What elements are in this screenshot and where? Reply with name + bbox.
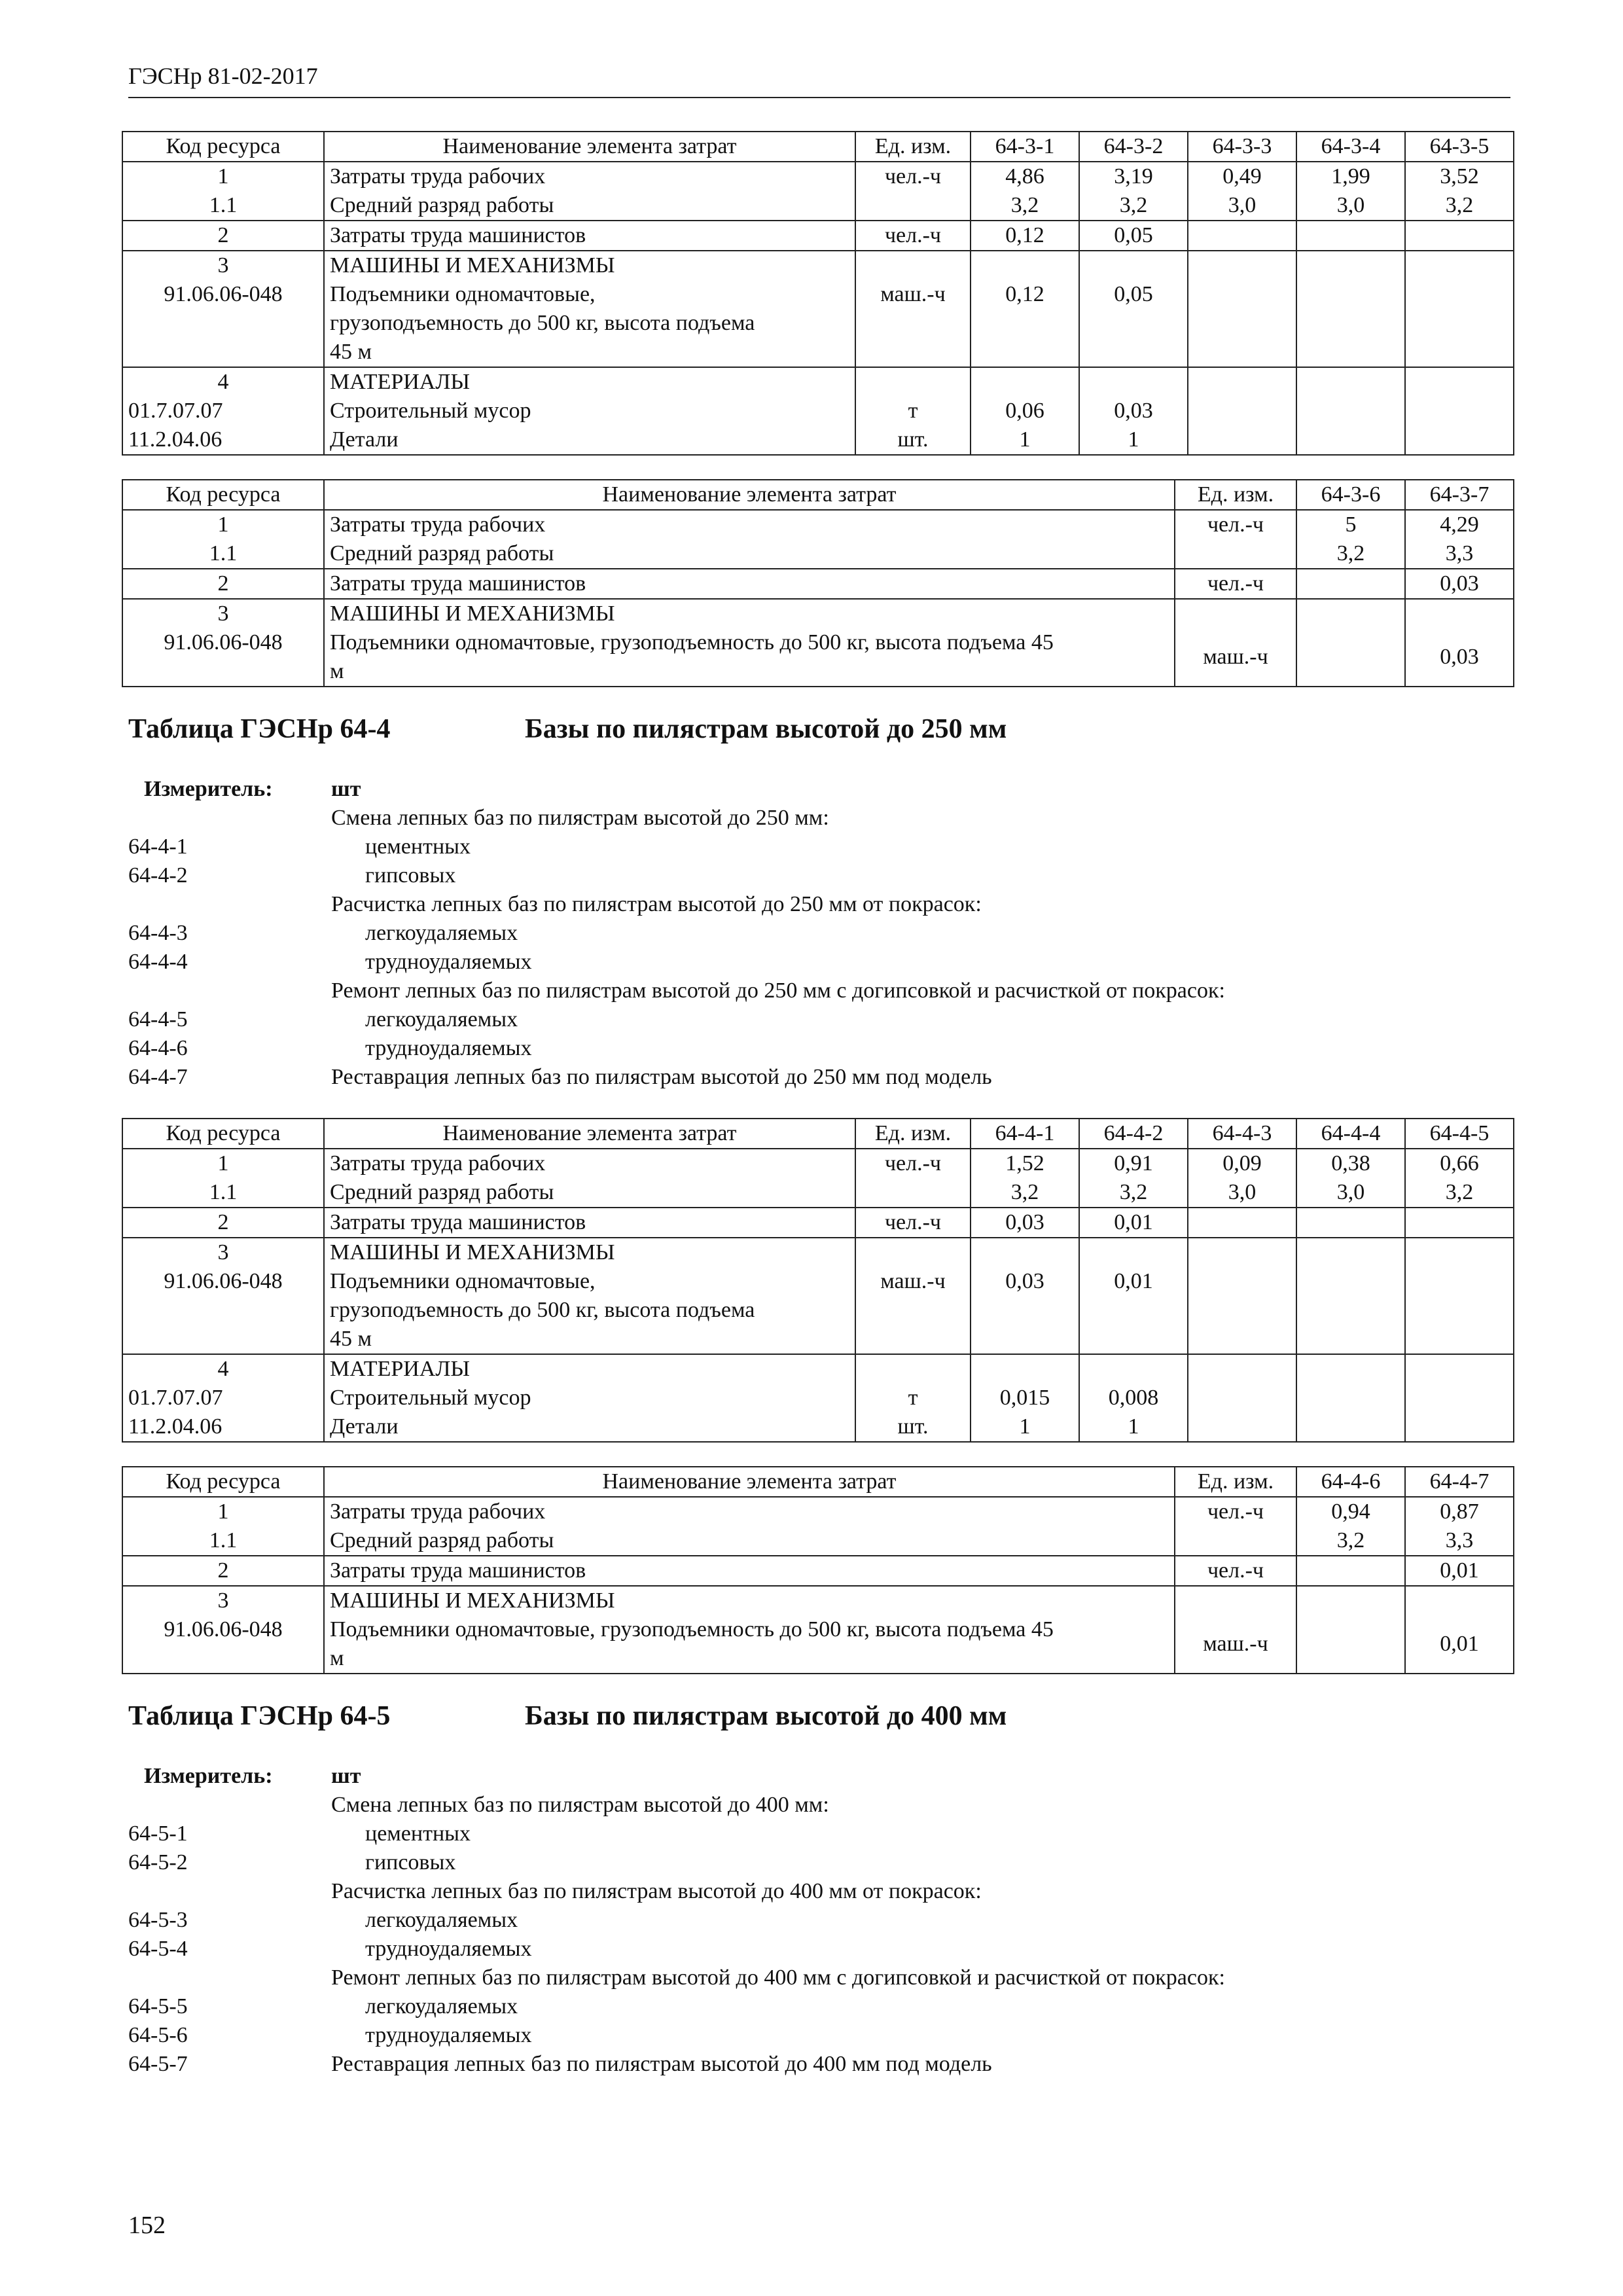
norm-value: 0,008 [1079, 1384, 1188, 1412]
norm-text: гипсовых [365, 863, 456, 888]
norm-value: 4,86 [971, 162, 1079, 191]
norm-value: 3,3 [1405, 539, 1514, 569]
norm-value: 1,52 [971, 1149, 1079, 1178]
resource-unit: чел.-ч [855, 162, 971, 191]
norm-value: 3,2 [1296, 1526, 1405, 1556]
table-row [122, 367, 1514, 397]
measure-label: Измеритель: [144, 1764, 273, 1788]
resource-code: 1.1 [122, 191, 324, 221]
resource-name: Затраты труда рабочих [324, 162, 855, 191]
norm-value: 0,94 [1296, 1497, 1405, 1526]
resource-code: 91.06.06-048 [122, 628, 324, 687]
table-row [122, 1384, 1514, 1412]
norm-text: легкоудаляемых [365, 1908, 518, 1932]
norm-value: 0,05 [1079, 280, 1188, 367]
group-heading: МАШИНЫ И МЕХАНИЗМЫ [324, 251, 855, 280]
list-item [128, 861, 1503, 890]
table-row [122, 221, 1514, 251]
col-norm-header: 64-4-2 [1079, 1119, 1188, 1149]
table-row [122, 280, 1514, 367]
norm-value: 3,2 [1405, 191, 1514, 221]
group-heading: МАШИНЫ И МЕХАНИЗМЫ [324, 1586, 1175, 1615]
resource-name: Затраты труда рабочих [324, 1497, 1175, 1526]
norm-value: 0,12 [971, 280, 1079, 367]
resource-code: 1.1 [122, 1178, 324, 1208]
table-header-row [122, 132, 1514, 162]
norm-value: 0,12 [971, 221, 1079, 251]
resource-unit: т [855, 397, 971, 425]
norm-value: 0,38 [1296, 1149, 1405, 1178]
norm-value [1296, 1615, 1405, 1674]
col-unit-header: Ед. изм. [1175, 1467, 1296, 1497]
resource-name: Средний разряд работы [324, 191, 855, 221]
norm-value: 1 [1079, 1412, 1188, 1442]
resource-code: 1.1 [122, 539, 324, 569]
col-code-header: Код ресурса [122, 480, 324, 510]
table-label: Таблица ГЭСНр 64-4 [128, 714, 391, 744]
list-item [128, 1906, 1503, 1935]
norm-value: 0,01 [1079, 1208, 1188, 1238]
norm-code: 64-5-1 [128, 1821, 188, 1846]
table-row [122, 1238, 1514, 1267]
norm-value: 0,05 [1079, 221, 1188, 251]
norm-value [1296, 1556, 1405, 1586]
resource-unit: чел.-ч [1175, 1556, 1296, 1586]
resource-table-64-4-part2 [122, 1466, 1514, 1674]
list-item [128, 1034, 1503, 1063]
norm-value: 0,03 [971, 1208, 1079, 1238]
norm-code: 64-5-7 [128, 2052, 188, 2076]
col-norm-header: 64-4-5 [1405, 1119, 1514, 1149]
resource-table-64-3-part2 [122, 479, 1514, 687]
work-group-heading: Смена лепных баз по пилястрам высотой до 250 мм: [331, 806, 829, 830]
col-norm-header: 64-3-5 [1405, 132, 1514, 162]
resource-unit: маш.-ч [1175, 628, 1296, 687]
norm-value: 3,0 [1188, 1178, 1296, 1208]
norm-value: 3,2 [1079, 1178, 1188, 1208]
work-group-heading: Смена лепных баз по пилястрам высотой до 400 мм: [331, 1793, 829, 1817]
table-row [122, 510, 1514, 539]
measure-unit: шт [331, 777, 361, 801]
table-row [122, 1526, 1514, 1556]
resource-unit: маш.-ч [855, 280, 971, 367]
norm-text: Реставрация лепных баз по пилястрам высотой до 400 мм под модель [331, 2052, 992, 2076]
resource-code: 1 [122, 1149, 324, 1178]
list-item [128, 1848, 1503, 1877]
norm-value [1296, 628, 1405, 687]
resource-name: Затраты труда рабочих [324, 510, 1175, 539]
col-name-header: Наименование элемента затрат [324, 480, 1175, 510]
norm-value: 0,49 [1188, 162, 1296, 191]
norm-code: 64-5-3 [128, 1908, 188, 1932]
col-code-header: Код ресурса [122, 132, 324, 162]
norm-code: 64-5-2 [128, 1850, 188, 1874]
table-row [122, 1208, 1514, 1238]
page-number: 152 [128, 2212, 166, 2239]
norm-value: 3,0 [1188, 191, 1296, 221]
resource-name: Средний разряд работы [324, 1526, 1175, 1556]
col-norm-header: 64-4-3 [1188, 1119, 1296, 1149]
resource-unit: чел.-ч [855, 1149, 971, 1178]
resource-code: 3 [122, 599, 324, 628]
group-heading: МАШИНЫ И МЕХАНИЗМЫ [324, 1238, 855, 1267]
table-header-row [122, 480, 1514, 510]
norm-value: 3,2 [971, 1178, 1079, 1208]
resource-code: 1.1 [122, 1526, 324, 1556]
measure-list-64-5 [128, 1762, 1503, 2079]
table-row [122, 1586, 1514, 1615]
norm-value: 0,01 [1405, 1615, 1514, 1674]
col-norm-header: 64-3-3 [1188, 132, 1296, 162]
resource-unit: чел.-ч [1175, 569, 1296, 599]
col-unit-header: Ед. изм. [855, 1119, 971, 1149]
col-name-header: Наименование элемента затрат [324, 132, 855, 162]
resource-table-64-3-part1 [122, 131, 1514, 456]
resource-name: Подъемники одномачтовые, грузоподъемность до 500 кг, высота подъема 45 м [324, 628, 1175, 687]
resource-code: 2 [122, 1208, 324, 1238]
norm-value: 1 [971, 1412, 1079, 1442]
work-group-heading: Расчистка лепных баз по пилястрам высотой до 250 мм от покрасок: [331, 892, 982, 916]
col-name-header: Наименование элемента затрат [324, 1467, 1175, 1497]
list-item [128, 919, 1503, 948]
table-row [122, 1354, 1514, 1384]
resource-code: 3 [122, 251, 324, 280]
table-row [122, 599, 1514, 628]
norm-value: 3,52 [1405, 162, 1514, 191]
group-heading: МАТЕРИАЛЫ [324, 367, 855, 397]
table-row [122, 162, 1514, 191]
measure-list-64-4 [128, 775, 1503, 1092]
table-row [122, 1412, 1514, 1442]
table-row [122, 397, 1514, 425]
resource-name: Затраты труда машинистов [324, 221, 855, 251]
document-header: ГЭСНр 81-02-2017 [128, 63, 1510, 98]
resource-name: Средний разряд работы [324, 1178, 855, 1208]
list-item [128, 1063, 1503, 1092]
resource-code: 1 [122, 162, 324, 191]
resource-code: 91.06.06-048 [122, 1267, 324, 1354]
resource-code: 2 [122, 1556, 324, 1586]
norm-text: трудноудаляемых [365, 2023, 532, 2047]
norm-text: трудноудаляемых [365, 950, 532, 974]
table-row [122, 1267, 1514, 1354]
resource-name: Затраты труда рабочих [324, 1149, 855, 1178]
section-title-64-5 [128, 1700, 1007, 1732]
table-row [122, 191, 1514, 221]
list-item [128, 2050, 1503, 2079]
resource-unit: маш.-ч [855, 1267, 971, 1354]
norm-value: 4,29 [1405, 510, 1514, 539]
table-row [122, 1497, 1514, 1526]
resource-unit: чел.-ч [1175, 510, 1296, 539]
norm-value: 0,01 [1079, 1267, 1188, 1354]
list-item [128, 948, 1503, 977]
norm-value: 0,03 [1405, 628, 1514, 687]
resource-code: 4 [122, 367, 324, 397]
norm-text: трудноудаляемых [365, 1937, 532, 1961]
table-row [122, 425, 1514, 455]
resource-name: Затраты труда машинистов [324, 1208, 855, 1238]
resource-code: 2 [122, 221, 324, 251]
resource-code: 01.7.07.07 [122, 1384, 324, 1412]
norm-value: 0,03 [1405, 569, 1514, 599]
table-title: Базы по пилястрам высотой до 400 мм [525, 1701, 1007, 1731]
norm-value: 0,06 [971, 397, 1079, 425]
norm-code: 64-4-4 [128, 950, 188, 974]
col-norm-header: 64-4-6 [1296, 1467, 1405, 1497]
resource-unit: чел.-ч [855, 1208, 971, 1238]
norm-text: легкоудаляемых [365, 1994, 518, 2018]
resource-name: Детали [324, 1412, 855, 1442]
resource-name: Подъемники одномачтовые, грузоподъемность до 500 кг, высота подъема 45 м [324, 280, 855, 367]
norm-code: 64-4-6 [128, 1036, 188, 1060]
col-norm-header: 64-3-6 [1296, 480, 1405, 510]
norm-value: 0,09 [1188, 1149, 1296, 1178]
norm-code: 64-5-6 [128, 2023, 188, 2047]
col-norm-header: 64-4-1 [971, 1119, 1079, 1149]
resource-code: 11.2.04.06 [122, 1412, 324, 1442]
col-unit-header: Ед. изм. [1175, 480, 1296, 510]
norm-value: 0,015 [971, 1384, 1079, 1412]
resource-code: 3 [122, 1586, 324, 1615]
norm-value: 0,87 [1405, 1497, 1514, 1526]
norm-code: 64-4-1 [128, 834, 188, 859]
resource-name: Подъемники одномачтовые, грузоподъемность до 500 кг, высота подъема 45 м [324, 1615, 1175, 1674]
col-norm-header: 64-4-7 [1405, 1467, 1514, 1497]
resource-unit: т [855, 1384, 971, 1412]
table-row [122, 1149, 1514, 1178]
norm-value: 0,01 [1405, 1556, 1514, 1586]
norm-value: 3,2 [971, 191, 1079, 221]
list-item [128, 833, 1503, 861]
resource-name: Затраты труда машинистов [324, 569, 1175, 599]
resource-unit: маш.-ч [1175, 1615, 1296, 1674]
table-header-row [122, 1119, 1514, 1149]
resource-code: 1 [122, 1497, 324, 1526]
resource-code: 01.7.07.07 [122, 397, 324, 425]
norm-value: 3,2 [1079, 191, 1188, 221]
norm-value: 5 [1296, 510, 1405, 539]
norm-text: легкоудаляемых [365, 1007, 518, 1031]
table-row [122, 569, 1514, 599]
resource-name: Детали [324, 425, 855, 455]
norm-value [1296, 569, 1405, 599]
resource-unit: чел.-ч [1175, 1497, 1296, 1526]
table-label: Таблица ГЭСНр 64-5 [128, 1701, 391, 1731]
work-group-heading: Расчистка лепных баз по пилястрам высотой до 400 мм от покрасок: [331, 1879, 982, 1903]
resource-code: 2 [122, 569, 324, 599]
resource-code: 91.06.06-048 [122, 1615, 324, 1674]
norm-code: 64-5-4 [128, 1937, 188, 1961]
list-item [128, 2021, 1503, 2050]
norm-text: цементных [365, 834, 471, 859]
norm-value: 3,19 [1079, 162, 1188, 191]
norm-text: Реставрация лепных баз по пилястрам высотой до 250 мм под модель [331, 1065, 992, 1089]
col-name-header: Наименование элемента затрат [324, 1119, 855, 1149]
table-header-row [122, 1467, 1514, 1497]
norm-code: 64-4-2 [128, 863, 188, 888]
resource-code: 91.06.06-048 [122, 280, 324, 367]
resource-unit: шт. [855, 425, 971, 455]
col-unit-header: Ед. изм. [855, 132, 971, 162]
group-heading: МАШИНЫ И МЕХАНИЗМЫ [324, 599, 1175, 628]
norm-value: 3,2 [1296, 539, 1405, 569]
resource-unit: чел.-ч [855, 221, 971, 251]
resource-code: 11.2.04.06 [122, 425, 324, 455]
norm-value: 3,3 [1405, 1526, 1514, 1556]
norm-text: цементных [365, 1821, 471, 1846]
resource-name: Строительный мусор [324, 397, 855, 425]
col-norm-header: 64-3-4 [1296, 132, 1405, 162]
resource-code: 4 [122, 1354, 324, 1384]
norm-code: 64-4-7 [128, 1065, 188, 1089]
table-row [122, 251, 1514, 280]
resource-code: 3 [122, 1238, 324, 1267]
norm-code: 64-4-5 [128, 1007, 188, 1031]
resource-name: Затраты труда машинистов [324, 1556, 1175, 1586]
norm-value: 1,99 [1296, 162, 1405, 191]
resource-code: 1 [122, 510, 324, 539]
group-heading: МАТЕРИАЛЫ [324, 1354, 855, 1384]
norm-value: 0,66 [1405, 1149, 1514, 1178]
norm-value: 0,91 [1079, 1149, 1188, 1178]
resource-name: Строительный мусор [324, 1384, 855, 1412]
resource-name: Подъемники одномачтовые, грузоподъемность до 500 кг, высота подъема 45 м [324, 1267, 855, 1354]
list-item [128, 1820, 1503, 1848]
list-item [128, 1935, 1503, 1964]
table-row [122, 539, 1514, 569]
col-code-header: Код ресурса [122, 1467, 324, 1497]
resource-table-64-4-part1 [122, 1118, 1514, 1443]
table-title: Базы по пилястрам высотой до 250 мм [525, 714, 1007, 744]
work-group-heading: Ремонт лепных баз по пилястрам высотой до 400 мм с догипсовкой и расчисткой от покрасок: [331, 1965, 1225, 1990]
norm-value: 0,03 [1079, 397, 1188, 425]
work-group-heading: Ремонт лепных баз по пилястрам высотой до 250 мм с догипсовкой и расчисткой от покрасок: [331, 978, 1225, 1003]
resource-name: Средний разряд работы [324, 539, 1175, 569]
norm-value: 0,03 [971, 1267, 1079, 1354]
norm-value: 3,0 [1296, 191, 1405, 221]
list-item [128, 1992, 1503, 2021]
table-row [122, 1178, 1514, 1208]
col-norm-header: 64-3-7 [1405, 480, 1514, 510]
norm-value: 1 [1079, 425, 1188, 455]
col-code-header: Код ресурса [122, 1119, 324, 1149]
measure-label: Измеритель: [144, 777, 273, 801]
norm-text: гипсовых [365, 1850, 456, 1874]
norm-text: трудноудаляемых [365, 1036, 532, 1060]
resource-unit: шт. [855, 1412, 971, 1442]
measure-unit: шт [331, 1764, 361, 1788]
section-title-64-4 [128, 713, 1007, 745]
col-norm-header: 64-4-4 [1296, 1119, 1405, 1149]
norm-value: 3,0 [1296, 1178, 1405, 1208]
norm-text: легкоудаляемых [365, 921, 518, 945]
col-norm-header: 64-3-1 [971, 132, 1079, 162]
norm-value: 3,2 [1405, 1178, 1514, 1208]
norm-value: 1 [971, 425, 1079, 455]
table-row [122, 1615, 1514, 1674]
table-row [122, 1556, 1514, 1586]
col-norm-header: 64-3-2 [1079, 132, 1188, 162]
norm-code: 64-5-5 [128, 1994, 188, 2018]
list-item [128, 1005, 1503, 1034]
norm-code: 64-4-3 [128, 921, 188, 945]
table-row [122, 628, 1514, 687]
